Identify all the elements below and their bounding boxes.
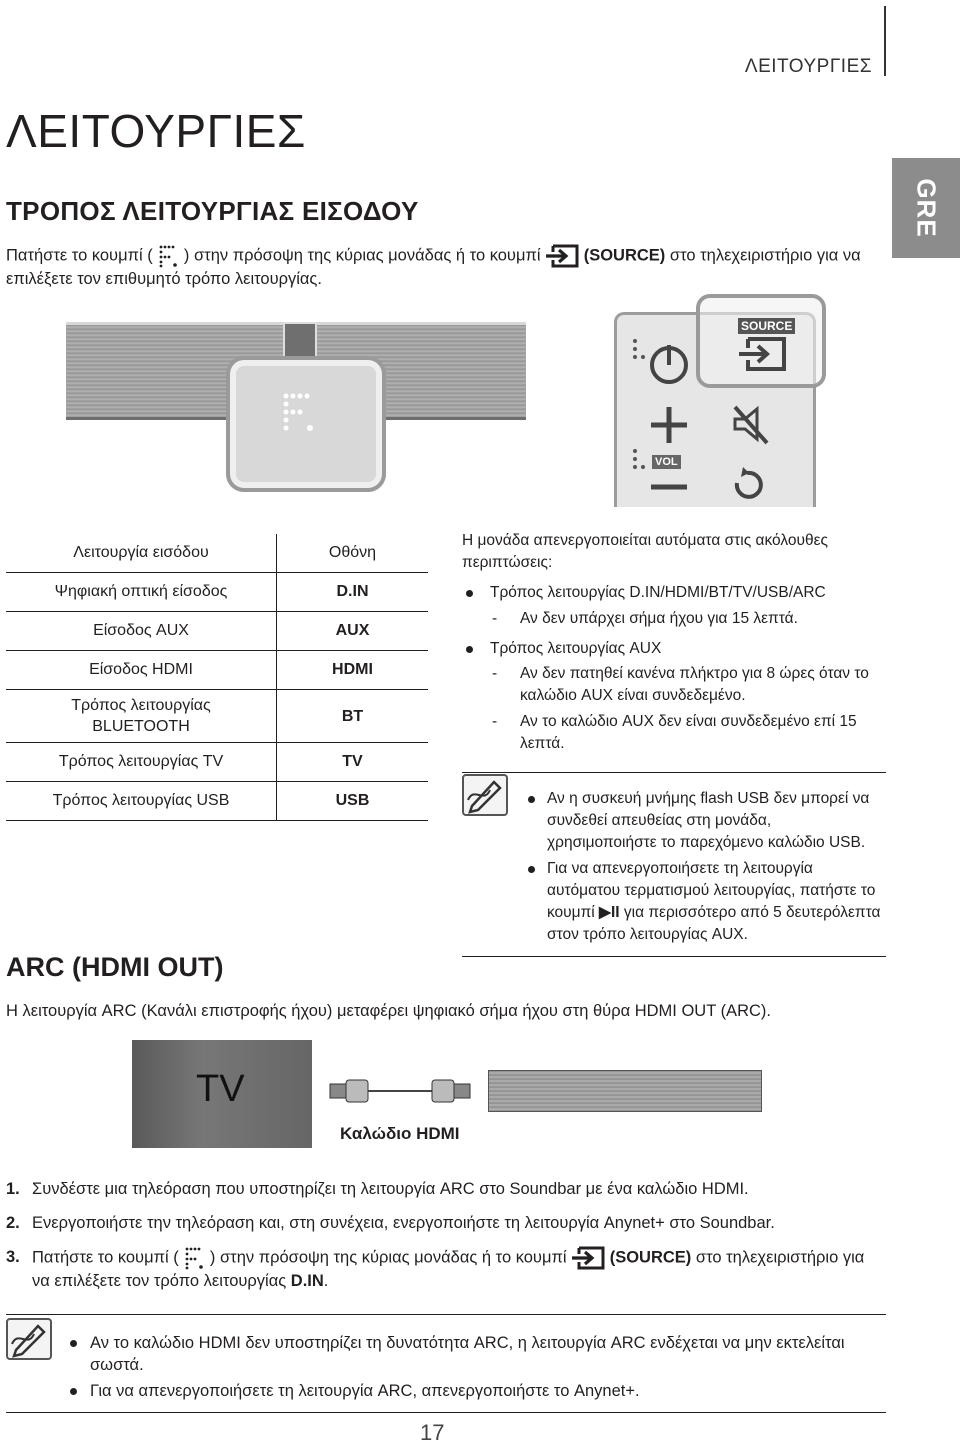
source-button-highlight bbox=[696, 294, 826, 388]
dash-marker: - bbox=[492, 610, 498, 627]
table-cell-mode: Ψηφιακή οπτική είσοδος bbox=[6, 573, 277, 612]
tv-label: TV bbox=[196, 1068, 245, 1110]
table-row bbox=[6, 651, 428, 690]
bullet-icon bbox=[466, 646, 473, 653]
table-header-mode: Λειτουργία εισόδου bbox=[6, 534, 277, 573]
table-row bbox=[6, 612, 428, 651]
bullet-icon bbox=[466, 590, 473, 597]
display-readout-icon bbox=[276, 388, 336, 458]
table-cell-display: TV bbox=[277, 743, 429, 782]
arc-step-2: 2. Ενεργοποιήστε την τηλεόραση και, στη συνέχεια, ενεργοποιήστε τη λειτουργία Anynet+ στο Soundbar. bbox=[6, 1214, 775, 1232]
header-divider bbox=[884, 6, 886, 76]
language-tab-label: GRE bbox=[911, 178, 942, 238]
table-cell-mode: Τρόπος λειτουργίας BLUETOOTH bbox=[6, 690, 277, 743]
page-number: 17 bbox=[420, 1420, 445, 1445]
table-cell-display: D.IN bbox=[277, 573, 429, 612]
footer-rule bbox=[6, 1412, 886, 1413]
play-pause-icon: ▶II bbox=[599, 904, 620, 921]
table-cell-mode: Είσοδος HDMI bbox=[6, 651, 277, 690]
table-row bbox=[6, 573, 428, 612]
arc-heading: ARC (HDMI OUT) bbox=[6, 952, 224, 982]
table-cell-display: BT bbox=[277, 690, 429, 743]
arc-description: Η λειτουργία ARC (Κανάλι επιστροφής ήχου) μεταφέρει ψηφιακό σήμα ήχου στη θύρα HDMI OUT (ARC). bbox=[6, 1002, 771, 1020]
auto-off-bullet2: Τρόπος λειτουργίας AUX bbox=[490, 640, 662, 657]
auto-off-bullet2-sub1: Αν δεν πατηθεί κανένα πλήκτρο για 8 ώρες όταν το καλώδιο AUX είναι συνδεδεμένο. bbox=[520, 665, 869, 704]
table-row bbox=[6, 690, 428, 743]
table-row bbox=[6, 782, 428, 821]
table-cell-mode: Είσοδος AUX bbox=[6, 612, 277, 651]
bullet-icon bbox=[70, 1388, 77, 1395]
table-header-display: Οθόνη bbox=[277, 534, 429, 573]
header-section-label: ΛΕΙΤΟΥΡΓΙΕΣ bbox=[744, 56, 872, 77]
note-top-rule bbox=[462, 772, 886, 773]
arc-step-1: 1. Συνδέστε μια τηλεόραση που υποστηρίζει τη λειτουργία ARC στο Soundbar με ένα καλώδιο HDMI. bbox=[6, 1180, 749, 1198]
soundbar-illustration-small bbox=[488, 1070, 762, 1112]
note-icon bbox=[462, 774, 508, 816]
arc-step-3: 3. Πατήστε το κουμπί ( ) στην πρόσοψη της κύριας μονάδας ή το κουμπί (SOURCE) στο τηλεχειριστήριο για να επιλέξετε τον τρόπο λειτουργίας D.IN. bbox=[6, 1246, 906, 1292]
input-mode-intro: Πατήστε το κουμπί ( ) στην πρόσοψη της κύριας μονάδας ή το κουμπί (SOURCE) στο τηλεχειριστήριο για να επιλέξετε τον επιθυμητό τρόπο λειτουργίας. bbox=[6, 244, 886, 290]
display-zoom bbox=[226, 356, 386, 492]
note2-top-rule bbox=[6, 1314, 886, 1315]
language-tab bbox=[892, 158, 960, 258]
remote-vol-label: VOL bbox=[652, 455, 681, 469]
dash-marker: - bbox=[492, 665, 498, 682]
note-icon bbox=[6, 1318, 52, 1360]
table-cell-display: HDMI bbox=[277, 651, 429, 690]
auto-off-intro: Η μονάδα απενεργοποιείται αυτόματα στις ακόλουθες περιπτώσεις: bbox=[462, 532, 828, 571]
input-button-icon bbox=[183, 1246, 205, 1270]
table-cell-mode: Τρόπος λειτουργίας TV bbox=[6, 743, 277, 782]
bullet-icon bbox=[528, 796, 535, 803]
hdmi-cable-icon bbox=[326, 1076, 474, 1106]
auto-off-bullet1: Τρόπος λειτουργίας D.IN/HDMI/BT/TV/USB/ARC bbox=[490, 584, 826, 601]
bullet-icon bbox=[70, 1340, 77, 1347]
table-cell-mode: Τρόπος λειτουργίας USB bbox=[6, 782, 277, 821]
auto-off-bullet2-sub2: Αν το καλώδιο AUX δεν είναι συνδεδεμένο επί 15 λεπτά. bbox=[520, 713, 857, 752]
input-button-icon bbox=[157, 244, 179, 268]
hdmi-cable-caption: Καλώδιο HDMI bbox=[340, 1124, 460, 1143]
note1-item1: Αν η συσκευή μνήμης flash USB δεν μπορεί να συνδεθεί απευθείας στη μονάδα, χρησιμοποιήστε το παρεχόμενο καλώδιο USB. bbox=[547, 790, 870, 851]
table-cell-display: USB bbox=[277, 782, 429, 821]
page-title: ΛΕΙΤΟΥΡΓΙΕΣ bbox=[6, 105, 306, 157]
input-mode-table bbox=[6, 534, 428, 821]
remote-source-label: SOURCE bbox=[738, 318, 795, 334]
input-mode-heading: ΤΡΟΠΟΣ ΛΕΙΤΟΥΡΓΙΑΣ ΕΙΣΟΔΟΥ bbox=[6, 196, 419, 226]
auto-off-bullet1-sub1: Αν δεν υπάρχει σήμα ήχου για 15 λεπτά. bbox=[520, 610, 798, 627]
table-header-row bbox=[6, 534, 428, 573]
note-bottom-rule bbox=[462, 956, 886, 957]
note2-item2: Για να απενεργοποιήσετε τη λειτουργία ARC, απενεργοποιήστε το Anynet+. bbox=[90, 1382, 640, 1400]
table-row bbox=[6, 743, 428, 782]
source-icon bbox=[571, 1246, 605, 1270]
source-icon bbox=[738, 336, 788, 372]
note1-item2: Για να απενεργοποιήσετε τη λειτουργία αυτόματου τερματισμού λειτουργίας, πατήστε το κουμπί ▶II για περισσότερο από 5 δευτερόλεπτα στον τρόπο λειτουργίας AUX. bbox=[547, 860, 881, 943]
bullet-icon bbox=[528, 866, 535, 873]
table-cell-display: AUX bbox=[277, 612, 429, 651]
dash-marker: - bbox=[492, 713, 498, 730]
source-icon bbox=[545, 244, 579, 268]
note2-item1: Αν το καλώδιο HDMI δεν υποστηρίζει τη δυνατότητα ARC, η λειτουργία ARC ενδέχεται να μην εκτελείται σωστά. bbox=[90, 1334, 845, 1374]
